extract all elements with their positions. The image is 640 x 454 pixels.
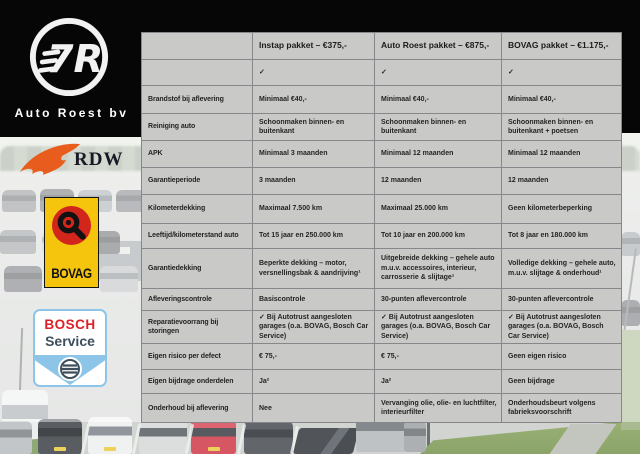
- rdw-wordmark: RDW: [74, 149, 124, 170]
- bosch-service-wordmark: Service: [45, 333, 95, 349]
- cell-value: Minimaal €40,-: [375, 86, 502, 114]
- table-row: [142, 394, 622, 423]
- table-row: [142, 60, 622, 86]
- cell-value: Volledige dekking – gehele auto, m.u.v. slijtage & onderhoud¹: [502, 249, 622, 289]
- cell-value: ✓ Bij Autotrust aangesloten garages (o.a. BOVAG, Bosch Car Service): [253, 311, 375, 344]
- cell-value: Minimaal 3 maanden: [253, 141, 375, 168]
- cell-value: 30-punten aflevercontrole: [375, 289, 502, 311]
- row-label: Leeftijd/kilometerstand auto: [142, 224, 253, 249]
- cell-value: Minimaal 12 maanden: [375, 141, 502, 168]
- right-black-corner: [621, 0, 640, 133]
- table-row: [142, 168, 622, 195]
- row-label: Eigen risico per defect: [142, 344, 253, 370]
- bosch-service-logo: [33, 309, 107, 387]
- auto-roest-logo: [0, 0, 143, 137]
- cell-value: 12 maanden: [375, 168, 502, 195]
- cell-value: € 75,-: [253, 344, 375, 370]
- cell-value: ✓ Bij Autotrust aangesloten garages (o.a. BOVAG, Bosch Car Service): [502, 311, 622, 344]
- column-header-instap: Instap pakket – €375,-: [253, 33, 375, 60]
- cell-value: Tot 8 jaar en 180.000 km: [502, 224, 622, 249]
- cell-value: Basiscontrole: [253, 289, 375, 311]
- cell-value: Onderhoudsbeurt volgens fabrieksvoorschrift: [502, 394, 622, 423]
- bovag-logo: [44, 197, 99, 288]
- cell-value: 3 maanden: [253, 168, 375, 195]
- row-label: Garantiedekking: [142, 249, 253, 289]
- row-label: Brandstof bij aflevering: [142, 86, 253, 114]
- cell-value: ✓ Bij Autotrust aangesloten garages (o.a. BOVAG, Bosch Car Service): [375, 311, 502, 344]
- cell-value: Minimaal €40,-: [502, 86, 622, 114]
- cell-value: Nee: [253, 394, 375, 423]
- cell-value: Schoonmaken binnen- en buitenkant: [375, 114, 502, 141]
- cell-value: Uitgebreide dekking – gehele auto m.u.v. accessoires, interieur, carrosserie & slijtage¹: [375, 249, 502, 289]
- row-label: [142, 60, 253, 86]
- photo-wash-overlay-bottom: [0, 422, 640, 454]
- row-label: Eigen bijdrage onderdelen: [142, 370, 253, 394]
- column-header-empty: [142, 33, 253, 60]
- cell-value: Maximaal 7.500 km: [253, 195, 375, 224]
- table-row: [142, 311, 622, 344]
- row-label: Kilometerdekking: [142, 195, 253, 224]
- bosch-armature-icon: [58, 357, 82, 381]
- cell-value: € 75,-: [375, 344, 502, 370]
- cell-value: Ja²: [253, 370, 375, 394]
- rdw-logo: [16, 140, 132, 182]
- row-label: Afleveringscontrole: [142, 289, 253, 311]
- table-row: [142, 224, 622, 249]
- cell-value: Schoonmaken binnen- en buitenkant: [253, 114, 375, 141]
- cell-value: Schoonmaken binnen- en buitenkant + poetsen: [502, 114, 622, 141]
- bovag-wordmark: BOVAG: [51, 266, 92, 281]
- cell-value: Geen kilometerbeperking: [502, 195, 622, 224]
- table-row: [142, 195, 622, 224]
- brand-name: Auto Roest bv: [14, 106, 129, 120]
- package-comparison-table: [141, 32, 622, 423]
- cell-check: ✓: [253, 60, 375, 86]
- cell-value: Vervanging olie, olie- en luchtfilter, interieurfilter: [375, 394, 502, 423]
- table-header-row: [142, 33, 622, 60]
- cell-value: 30-punten aflevercontrole: [502, 289, 622, 311]
- rdw-wing-icon: [16, 142, 82, 178]
- cell-value: Geen bijdrage: [502, 370, 622, 394]
- cell-check: ✓: [375, 60, 502, 86]
- auto-roest-monogram-icon: [27, 13, 111, 101]
- svg-text:7R: 7R: [46, 37, 104, 83]
- bovag-emblem-icon: [49, 201, 94, 253]
- cell-value: Geen eigen risico: [502, 344, 622, 370]
- row-label: Onderhoud bij aflevering: [142, 394, 253, 423]
- table-row: [142, 141, 622, 168]
- cell-value: Tot 15 jaar en 250.000 km: [253, 224, 375, 249]
- cell-value: Maximaal 25.000 km: [375, 195, 502, 224]
- table-row: [142, 344, 622, 370]
- cell-check: ✓: [502, 60, 622, 86]
- cell-value: 12 maanden: [502, 168, 622, 195]
- row-label: Reiniging auto: [142, 114, 253, 141]
- row-label: Reparatievoorrang bij storingen: [142, 311, 253, 344]
- table-row: [142, 370, 622, 394]
- row-label: Garantieperiode: [142, 168, 253, 195]
- cell-value: Minimaal 12 maanden: [502, 141, 622, 168]
- column-header-auto-roest: Auto Roest pakket – €875,-: [375, 33, 502, 60]
- cell-value: Beperkte dekking – motor, versnellingsbak & aandrijving¹: [253, 249, 375, 289]
- table-row: [142, 86, 622, 114]
- table-row: [142, 289, 622, 311]
- cell-value: Ja²: [375, 370, 502, 394]
- row-label: APK: [142, 141, 253, 168]
- bosch-wordmark: BOSCH: [44, 317, 96, 332]
- cell-value: Minimaal €40,-: [253, 86, 375, 114]
- column-header-bovag: BOVAG pakket – €1.175,-: [502, 33, 622, 60]
- table-row: [142, 114, 622, 141]
- cell-value: Tot 10 jaar en 200.000 km: [375, 224, 502, 249]
- table-row: [142, 249, 622, 289]
